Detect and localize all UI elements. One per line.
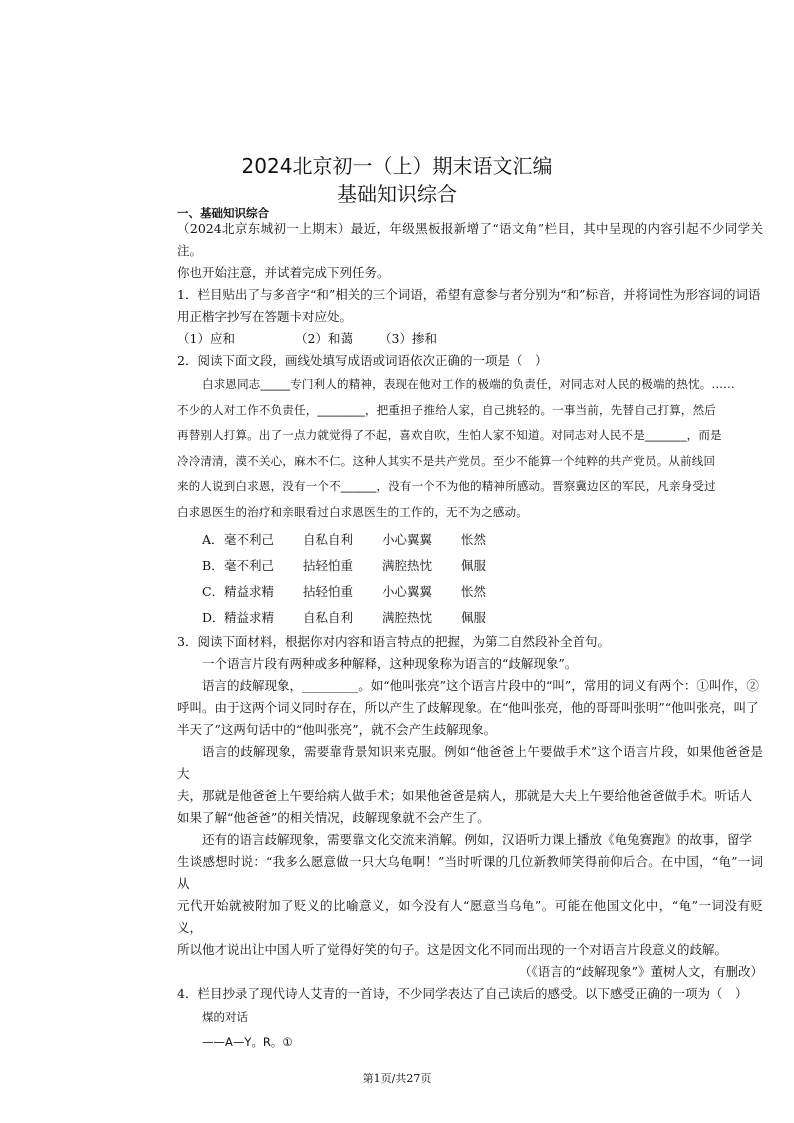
material-line: 如果了解“他爸爸”的相关情况，歧解现象就不会产生了。 xyxy=(177,810,490,825)
document-title: 2024北京初一（上）期末语文汇编 xyxy=(241,154,553,178)
option-choice: 小心翼翼 xyxy=(382,532,433,547)
word-item: （2）和蔼 xyxy=(295,331,353,346)
passage-line: 冷冷清清，漠不关心，麻木不仁。这种人其实不是共产党员。至少不能算一个纯粹的共产党员。从前线回 xyxy=(177,453,716,468)
question-4-stem: 4．栏目抄录了现代诗人艾青的一首诗，不少同学表达了自己读后的感受。以下感受正确的一项为（ ） xyxy=(177,986,748,1001)
option-letter: D． xyxy=(202,610,225,625)
material-line: 语言的歧解现象，_________。如“他叫张亮”这个语言片段中的“叫”，常用的词义有两个：①叫作，② xyxy=(202,678,759,693)
poem-title: 煤的对话 xyxy=(202,1010,248,1024)
passage-line: 白求恩同志_____专门利人的精神，表现在他对工作的极端的负责任，对同志对人民的极端的热忱。…… xyxy=(202,377,735,391)
page-number: 第1页/共27页 xyxy=(362,1072,432,1085)
option-a[interactable] xyxy=(202,527,763,553)
option-choice: 佩服 xyxy=(461,558,487,573)
question-1-line: 1．栏目贴出了与多音字“和”相关的三个词语，希望有意参与者分别为“和”标音，并将词性为形容词的词语 xyxy=(177,287,761,302)
document-body xyxy=(177,218,763,1055)
material-line: 夫，那就是他爸爸上午要给病人做手术；如果他爸爸是病人，那就是大夫上午要给他爸爸做手术。听话人 xyxy=(177,788,753,803)
option-letter: B． xyxy=(202,558,224,573)
question-2-stem: 2．阅读下面文段，画线处填写成语或词语依次正确的一项是（ ） xyxy=(177,353,548,368)
option-choice: 满腔热忱 xyxy=(382,558,433,573)
material-line: 半天了”这两句话中的“他叫张亮”，就不会产生歧解现象。 xyxy=(177,722,497,737)
option-choice: 自私自利 xyxy=(303,610,354,625)
material-source: （《语言的“歧解现象”》董树人文，有删改） xyxy=(518,964,763,979)
option-choice: 毫不利己 xyxy=(224,558,275,573)
option-choice: 怅然 xyxy=(461,584,487,599)
option-choice: 精益求精 xyxy=(224,610,275,625)
material-line: 还有的语言歧解现象，需要靠文化交流来消解。例如，汉语听力课上播放《龟兔赛跑》的故事，留学 xyxy=(202,832,753,847)
option-choice: 小心翼翼 xyxy=(382,584,433,599)
option-d[interactable] xyxy=(202,605,763,631)
passage-line: 白求恩医生的治疗和亲眼看过白求恩医生的工作的，无不为之感动。 xyxy=(177,504,528,519)
word-item: （3）掺和 xyxy=(379,331,437,346)
option-choice: 自私自利 xyxy=(303,532,354,547)
option-choice: 毫不利己 xyxy=(224,532,275,547)
option-choice: 满腔热忱 xyxy=(382,610,433,625)
intro-line: （2024北京东城初一上期末）最近，年级黑板报新增了“语文角”栏目，其中呈现的内容引起不少同学关注。 xyxy=(177,221,763,258)
document-subtitle: 基础知识综合 xyxy=(337,182,457,206)
poem-dedication: ——A—Y。R。① xyxy=(202,1035,293,1049)
material-line: 呼叫。由于这两个词义同时存在，所以产生了歧解现象。在“他叫张亮，他的哥哥叫张明”“他叫张亮，叫了 xyxy=(177,700,759,715)
material-line: 所以他才说出让中国人听了觉得好笑的句子。这是因文化不同而出现的一个对语言片段意义的歧解。 xyxy=(177,942,728,957)
option-choice: 拈轻怕重 xyxy=(303,584,354,599)
option-choice: 怅然 xyxy=(461,532,487,547)
question-1-words xyxy=(177,328,763,350)
word-item: （1）应和 xyxy=(177,331,235,346)
option-letter: A． xyxy=(202,532,224,547)
passage-line: 不少的人对工作不负责任，________，把重担子推给人家，自己挑轻的。一事当前，先替自己打算，然后 xyxy=(177,402,716,417)
material-line: 元代开始就被附加了贬义的比喻意义，如今没有人“愿意当乌龟”。可能在他国文化中，“龟”一词没有贬义， xyxy=(177,898,763,935)
option-c[interactable] xyxy=(202,579,763,605)
passage-line: 再替别人打算。出了一点力就觉得了不起，喜欢自吹，生怕人家不知道。对同志对人民不是_______，而是 xyxy=(177,428,722,442)
material-line: 一个语言片段有两种或多种解释，这种现象称为语言的“歧解现象”。 xyxy=(202,656,578,671)
question-2-passage xyxy=(177,372,763,525)
option-b[interactable] xyxy=(202,553,763,579)
material-line: 语言的歧解现象，需要靠背景知识来克服。例如“他爸爸上午要做手术”这个语言片段，如果他爸爸是大 xyxy=(177,744,763,781)
question-2-options xyxy=(202,527,763,631)
option-choice: 佩服 xyxy=(461,610,487,625)
passage-line: 来的人说到白求恩，没有一个不______，没有一个不为他的精神所感动。晋察冀边区的军民，凡亲身受过 xyxy=(177,479,716,493)
question-1-line: 用正楷字抄写在答题卡对应处。 xyxy=(177,309,353,324)
question-3-stem: 3．阅读下面材料，根据你对内容和语言特点的把握，为第二自然段补全首句。 xyxy=(177,634,610,649)
material-line: 生谈感想时说：“我多么愿意做一只大乌龟啊！”当时听课的几位新教师笑得前仰后合。在中国，“龟”一词从 xyxy=(177,854,763,891)
option-letter: C． xyxy=(202,584,225,599)
option-choice: 拈轻怕重 xyxy=(303,558,354,573)
option-choice: 精益求精 xyxy=(224,584,275,599)
section-heading: 一、基础知识综合 xyxy=(177,206,269,220)
intro-line: 你也开始注意，并试着完成下列任务。 xyxy=(177,265,390,280)
